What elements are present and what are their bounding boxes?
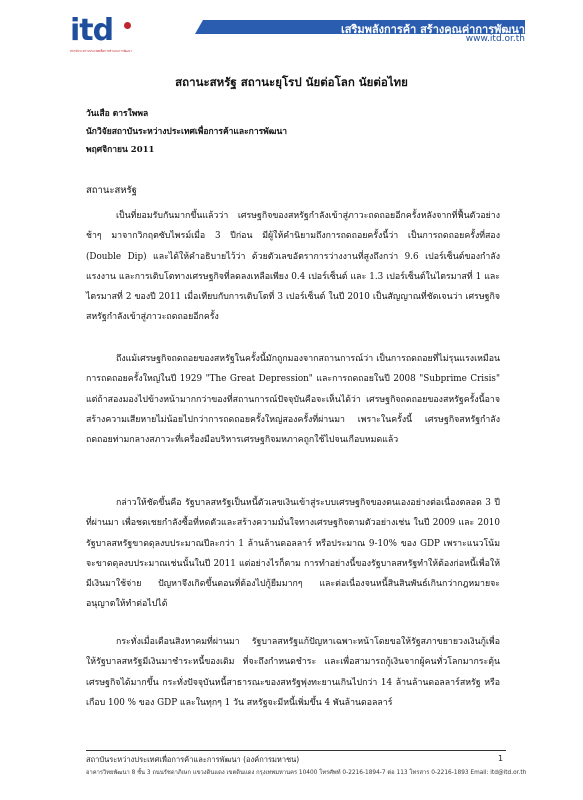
paragraph-1	[86, 206, 500, 326]
logo-dot-icon	[124, 22, 131, 29]
page-header	[0, 0, 583, 62]
footer-address: อาคารวิทยพัฒนา 8 ชั้น 3 ถนนรัชดาภิเษก แขวงดินแดง เขตดินแดง กรุงเทพมหานคร 10400 โทรศัพท์ 0-2216-1894-7 ต่อ 113 โทรสาร 0-2216-1893 Email: itd@itd.or.th	[86, 770, 527, 776]
logo-subtitle: สถาบันระหว่างประเทศเพื่อการค้าและการพัฒนา	[70, 49, 132, 53]
paragraph-text: กล่าวให้ชัดขึ้นคือ รัฐบาลสหรัฐเป็นหนี้ตัวเลขเงินเข้าสู่ระบบเศรษฐกิจของตนเองอย่างต่อเนื่องตลอด 3 ปีที่ผ่านมา เพื่อชดเชยกำลังซื้อที่หดตัวและสร้างความมั่นใจทางเศรษฐกิจตามตัวอย่างเช่น ในปี 2009 และ 2010 รัฐบาลสหรัฐขาดดุลงบประมาณปีละกว่า 1 ล้านล้านดอลลาร์ หรือประมาณ 9-10% ของ GDP เพราะแนวโน้มจะขาดดุลงบประมาณเช่นนั้นในปี 2011 แต่อย่างไรก็ตาม การทำอย่างนี้ของรัฐบาลสหรัฐทำให้ต้องก่อหนี้เพื่อให้มีเงินมาใช้จ่าย ปัญหาจึงเกิดขึ้นตอนที่ต้องไปกู้ยืมมากๆ และต่อเนื่องจนหนี้สินสินพันธ์เกินกว่ากฎหมายจะอนุญาตให้ทำต่อไปได้	[86, 498, 500, 610]
paragraph-text: กระทั่งเมื่อเดือนสิงหาคมที่ผ่านมา รัฐบาลสหรัฐแก้ปัญหาเฉพาะหน้าโดยขอให้รัฐสภาขยายวงเงินกู้เพื่อให้รัฐบาลสหรัฐมีเงินมาชำระหนี้ของเดิม ที่จะถึงกำหนดชำระ และเพื่อสามารถกู้เงินจากผู้คนทั่วโลกมากระตุ้นเศรษฐกิจได้มากขึ้น กระทั่งปัจจุบันหนี้สาธารณะของสหรัฐพุ่งทะยานเกินไปกว่า 14 ล้านล้านดอลลาร์สหรัฐ หรือเกือบ 100 % ของ GDP และในทุกๆ 1 วัน สหรัฐจะมีหนี้เพิ่มขึ้น 4 พันล้านดอลลาร์	[86, 637, 500, 708]
itd-logo	[70, 13, 132, 60]
footer-divider	[86, 750, 506, 751]
paragraph-2	[86, 349, 500, 471]
author-name: วันเสือ ดารใพพล	[86, 109, 149, 119]
author-organization: นักวิจัยสถาบันระหว่างประเทศเพื่อการค้าและการพัฒนา	[86, 127, 288, 137]
paragraph-3	[86, 493, 500, 610]
paragraph-4	[86, 632, 500, 734]
paragraph-text: ถึงแม้เศรษฐกิจถดถอยของสหรัฐในครั้งนี้มักถูกมองจากสถานการณ์ว่า เป็นการถดถอยที่ไม่รุนแรงเหมือนการถดถอยครั้งใหญ่ในปี 1929 "The Great Depression" และการถดถอยในปี 2008 "Subprime Crisis" แต่ถ้าสองมองไปข้างหน้ามากกว่าของที่สถานการณ์ปัจจุบันคือจะเห็นได้ว่า เศรษฐกิจถดถอยของสหรัฐครั้งนี้อาจสร้างความเสียหายไม่น้อยไปกว่าการถดถอยครั้งใหญ่สองครั้งที่ผ่านมา เพราะในครั้งนี้ เศรษฐกิจสหรัฐกำลังถดถอยท่ามกลางสภาวะที่เครื่องมือบริหารเศรษฐกิจมหภาคถูกใช้ไปจนเกือบหมดแล้ว	[86, 354, 500, 446]
header-url: www.itd.or.th	[465, 34, 525, 44]
header-slogan: เสริมพลังการค้า สร้างคุณค่าการพัฒนา	[340, 23, 525, 36]
logo-text: itd	[70, 13, 114, 48]
section-heading: สถานะสหรัฐ	[86, 185, 137, 196]
footer-organization: สถาบันระหว่างประเทศเพื่อการค้าและการพัฒนา (องค์การมหาชน)	[86, 755, 300, 764]
document-title: สถานะสหรัฐ สถานะยุโรป นัยต่อโลก นัยต่อไทย	[175, 75, 408, 89]
page-number: 1	[498, 754, 504, 763]
document-date: พฤศจิกายน 2011	[86, 145, 155, 155]
paragraph-text: เป็นที่ยอมรับกันมากขึ้นแล้วว่า เศรษฐกิจของสหรัฐกำลังเข้าสู่ภาวะถดถอยอีกครั้งหลังจากที่ฟื้นตัวอย่างช้าๆ มาจากวิกฤตซับไพรม์เมื่อ 3 ปีก่อน มีผู้ให้คำนิยามถึงการถดถอยครั้งนี้ว่า เป็นการถดถอยครั้งที่สอง (Double Dip) และได้ให้คำอธิบายไว้ว่า ด้วยตัวเลขอัตราการว่างงานที่สูงถึงกว่า 9.6 เปอร์เซ็นต์ของกำลังแรงงาน และการเติบโตทางเศรษฐกิจที่ลดลงเหลือเพียง 0.4 เปอร์เซ็นต์ และ 1.3 เปอร์เซ็นต์ในไตรมาสที่ 1 และไตรมาสที่ 2 ของปี 2011 เมื่อเทียบกับการเติบโตที่ 3 เปอร์เซ็นต์ ในปี 2010 เป็นสัญญาณที่ชัดเจนว่า เศรษฐกิจสหรัฐกำลังเข้าสู่ภาวะถดถอยอีกครั้ง	[86, 211, 500, 323]
